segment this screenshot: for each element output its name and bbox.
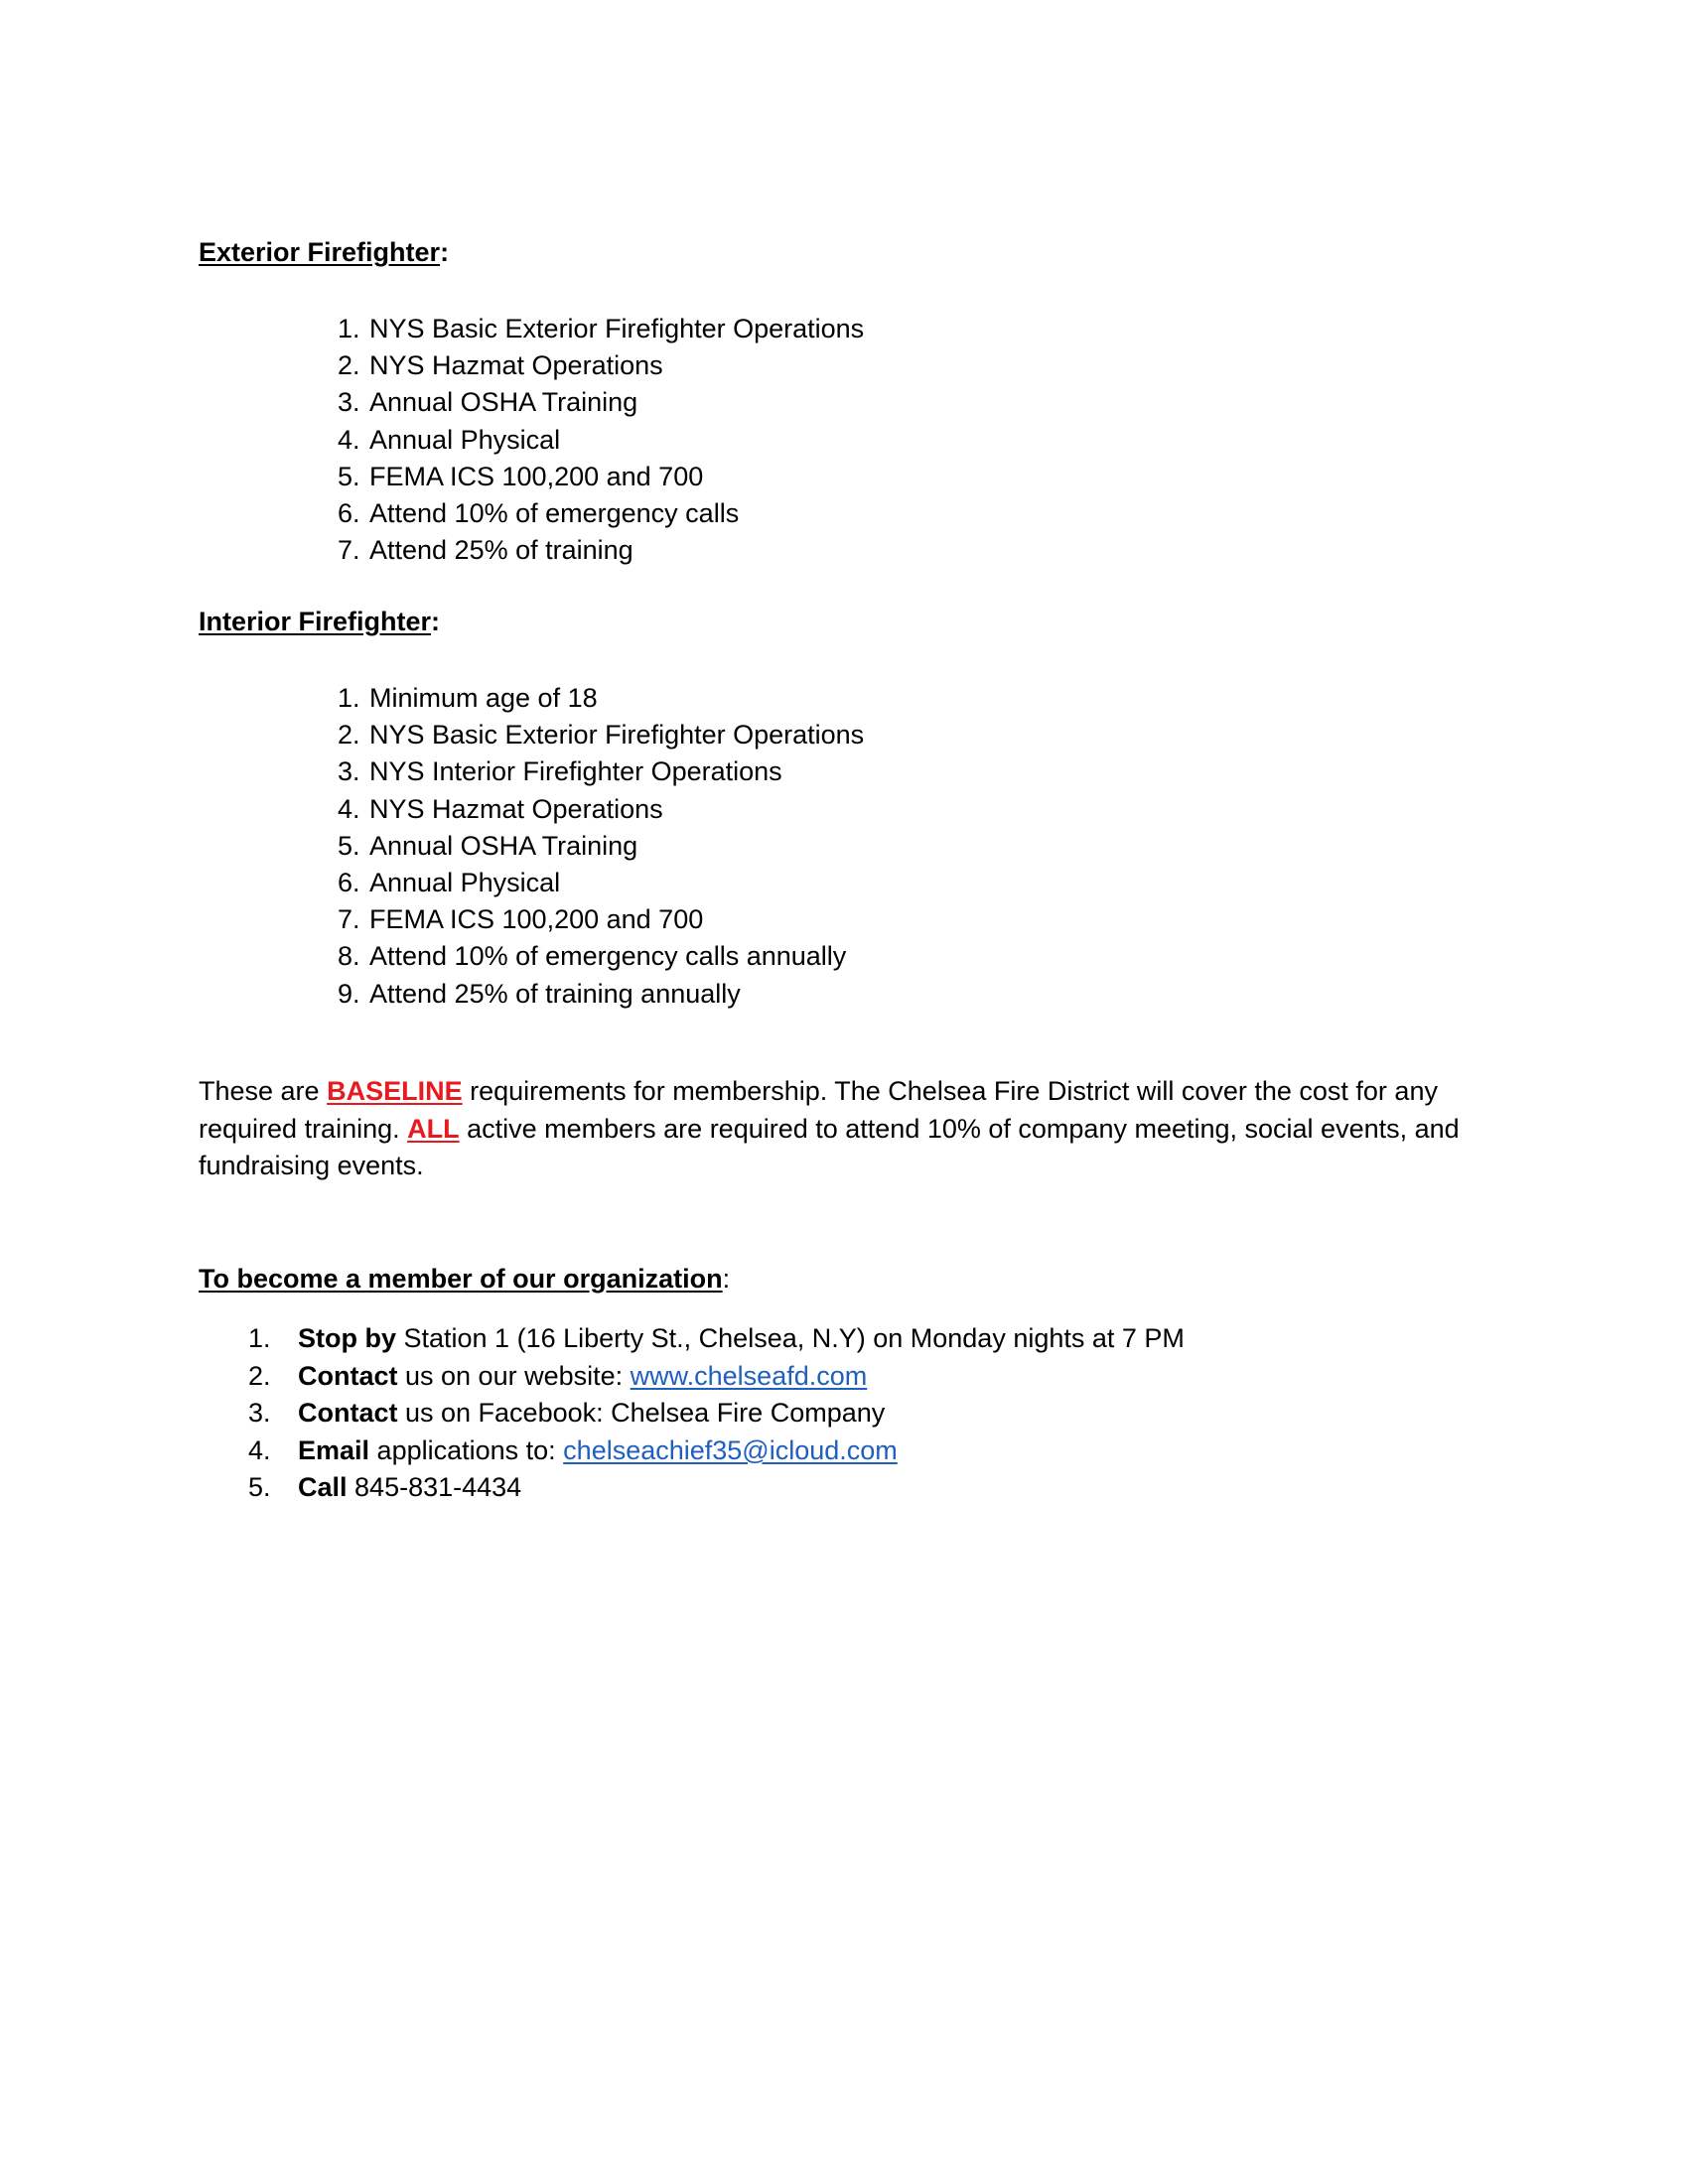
become-member-heading-colon: : bbox=[722, 1264, 731, 1294]
exterior-firefighter-heading bbox=[199, 234, 449, 270]
list-item bbox=[338, 901, 864, 938]
interior-heading-colon: : bbox=[431, 607, 441, 636]
list-item-text: Attend 10% of emergency calls bbox=[369, 497, 740, 528]
baseline-emphasis: BASELINE bbox=[327, 1076, 463, 1106]
list-item bbox=[338, 938, 864, 975]
list-item-number: 1. bbox=[338, 314, 360, 343]
list-item-text: Annual OSHA Training bbox=[369, 387, 638, 418]
website-link[interactable]: www.chelseafd.com bbox=[630, 1360, 868, 1391]
list-item-number: 9. bbox=[338, 978, 360, 1009]
list-item-number: 7. bbox=[338, 535, 360, 566]
list-item bbox=[338, 311, 864, 347]
list-item bbox=[338, 865, 864, 901]
exterior-requirements-list bbox=[338, 311, 864, 569]
list-item-number: 6. bbox=[338, 497, 360, 528]
step-lead-text: Contact bbox=[298, 1398, 398, 1428]
list-item bbox=[338, 459, 864, 495]
list-item bbox=[248, 1433, 1185, 1470]
note-text-part3: active members are required to attend 10% of company meeting, social events, and fundraising events. bbox=[199, 1113, 1460, 1180]
requirements-note-paragraph bbox=[199, 1073, 1489, 1185]
list-item-text: Attend 25% of training bbox=[369, 535, 633, 566]
step-text: us on our website: bbox=[397, 1360, 631, 1391]
list-item-text: NYS Hazmat Operations bbox=[369, 350, 663, 381]
list-item-text: Attend 10% of emergency calls annually bbox=[369, 941, 847, 972]
list-item-number: 5. bbox=[248, 1472, 271, 1502]
list-item-number: 3. bbox=[338, 387, 360, 418]
list-item-number: 2. bbox=[248, 1360, 271, 1391]
list-item-number: 1. bbox=[338, 683, 360, 713]
list-item bbox=[338, 495, 864, 532]
list-item-number: 4. bbox=[248, 1434, 271, 1465]
step-lead-text: Stop by bbox=[298, 1323, 396, 1353]
list-item-text: Annual OSHA Training bbox=[369, 830, 638, 861]
list-item-text: NYS Interior Firefighter Operations bbox=[369, 756, 782, 787]
list-item bbox=[338, 680, 864, 717]
list-item-number: 1. bbox=[248, 1323, 271, 1353]
step-text: 845-831-4434 bbox=[347, 1472, 522, 1502]
list-item-number: 6. bbox=[338, 867, 360, 897]
list-item bbox=[338, 384, 864, 421]
become-member-heading-text: To become a member of our organization bbox=[199, 1264, 723, 1294]
step-text: applications to: bbox=[369, 1434, 564, 1465]
list-item-number: 7. bbox=[338, 904, 360, 935]
list-item-text: Minimum age of 18 bbox=[369, 683, 598, 713]
list-item-text: Annual Physical bbox=[369, 867, 561, 897]
exterior-heading-colon: : bbox=[440, 237, 450, 267]
list-item bbox=[338, 532, 864, 569]
list-item-text: NYS Hazmat Operations bbox=[369, 793, 663, 824]
list-item-number: 2. bbox=[338, 720, 360, 751]
note-text-part1: These are bbox=[199, 1076, 328, 1106]
become-member-heading bbox=[199, 1261, 730, 1297]
step-lead-text: Call bbox=[298, 1472, 348, 1502]
list-item bbox=[248, 1395, 1185, 1433]
list-item-number: 3. bbox=[248, 1398, 271, 1428]
list-item bbox=[338, 717, 864, 753]
email-link[interactable]: chelseachief35@icloud.com bbox=[563, 1434, 898, 1465]
list-item-number: 3. bbox=[338, 756, 360, 787]
list-item-number: 4. bbox=[338, 793, 360, 824]
list-item-text: Attend 25% of training annually bbox=[369, 978, 741, 1009]
list-item bbox=[338, 347, 864, 384]
all-emphasis: ALL bbox=[407, 1113, 460, 1144]
step-lead-text: Contact bbox=[298, 1360, 398, 1391]
list-item bbox=[338, 422, 864, 459]
exterior-heading-text: Exterior Firefighter bbox=[199, 237, 441, 267]
list-item-text: FEMA ICS 100,200 and 700 bbox=[369, 904, 704, 935]
list-item-number: 5. bbox=[338, 461, 360, 491]
list-item bbox=[338, 791, 864, 828]
membership-steps-list bbox=[248, 1320, 1185, 1507]
list-item bbox=[338, 828, 864, 865]
list-item bbox=[248, 1320, 1185, 1358]
list-item bbox=[338, 753, 864, 790]
list-item-text: NYS Basic Exterior Firefighter Operations bbox=[369, 720, 865, 751]
note-text-part2: requirements for membership. The Chelsea Fire District will cover the cost for any required training. bbox=[199, 1076, 1438, 1144]
list-item bbox=[248, 1358, 1185, 1396]
interior-firefighter-heading bbox=[199, 604, 440, 639]
list-item-number: 4. bbox=[338, 424, 360, 455]
list-item bbox=[338, 976, 864, 1013]
step-text: us on Facebook: Chelsea Fire Company bbox=[397, 1398, 886, 1428]
step-text: Station 1 (16 Liberty St., Chelsea, N.Y) on Monday nights at 7 PM bbox=[396, 1323, 1185, 1353]
list-item-number: 5. bbox=[338, 830, 360, 861]
step-lead-text: Email bbox=[298, 1434, 370, 1465]
list-item-number: 8. bbox=[338, 941, 360, 972]
list-item-text: FEMA ICS 100,200 and 700 bbox=[369, 461, 704, 491]
list-item-text: Annual Physical bbox=[369, 424, 561, 455]
list-item bbox=[248, 1469, 1185, 1507]
interior-heading-text: Interior Firefighter bbox=[199, 607, 432, 636]
list-item-number: 2. bbox=[338, 350, 360, 381]
interior-requirements-list bbox=[338, 680, 864, 1013]
list-item-text: NYS Basic Exterior Firefighter Operations bbox=[369, 314, 865, 343]
